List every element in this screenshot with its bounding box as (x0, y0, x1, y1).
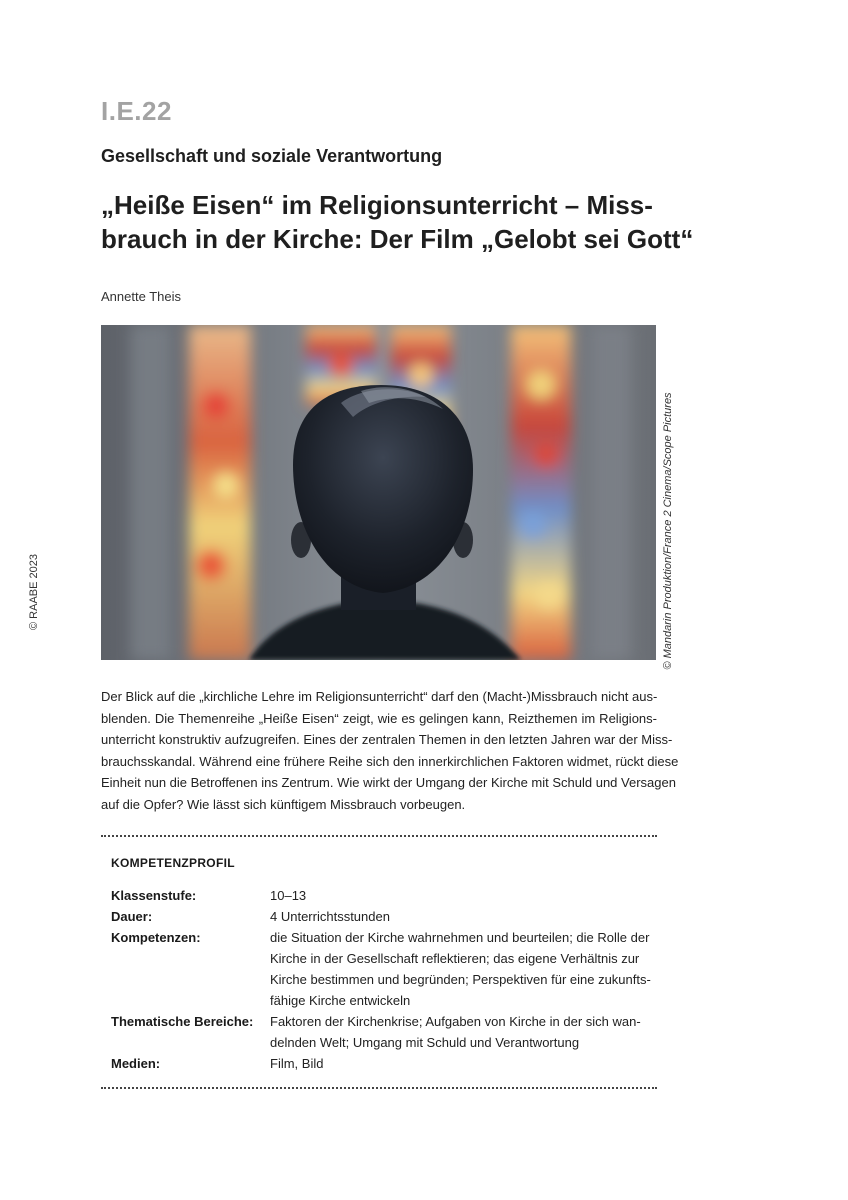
cover-photo (101, 325, 656, 660)
profile-row-thematische-bereiche (111, 1011, 656, 1053)
intro-line: auf die Opfer? Wie lässt sich künftigem Missbrauch vorbeugen. (101, 796, 466, 812)
profile-value-line: Kirche bestimmen und begründen; Perspektiven für eine zukunfts- (270, 972, 651, 987)
title-line: brauch in der Kirche: Der Film „Gelobt sei Gott“ (101, 224, 694, 254)
profile-label: Klassenstufe: (111, 888, 197, 903)
intro-line: brauchsskandal. Während eine frühere Reihe sich den innerkirchlichen Faktoren widmet, rückt diese (101, 753, 679, 769)
unit-code: I.E.22 (101, 96, 172, 126)
intro-line: Der Blick auf die „kirchliche Lehre im Religionsunterricht“ darf den (Macht-)Missbrauch nicht aus- (101, 689, 658, 704)
profile-row-klassenstufe (111, 885, 656, 906)
profile-heading: KOMPETENZPROFIL (111, 856, 235, 870)
profile-label: Medien: (111, 1056, 161, 1071)
profile-value-line: Kirche in der Gesellschaft reflektieren; das eigene Verhältnis zur (270, 951, 640, 966)
profile-value-line: 10–13 (270, 888, 307, 903)
intro-line: unterricht konstruktiv aufzugreifen. Eines der zentralen Themen in den letzten Jahren war der Miss- (101, 732, 673, 747)
profile-value-line: fähige Kirche entwickeln (270, 993, 411, 1008)
profile-value-line: 4 Unterrichtsstunden (270, 909, 390, 924)
photo-credit: © Mandarin Produktion/France 2 Cinema/Scope Pictures (662, 392, 674, 670)
profile-label: Thematische Bereiche: (111, 1014, 254, 1029)
divider-top (101, 835, 657, 837)
intro-line: blenden. Die Themenreihe „Heiße Eisen“ zeigt, wie es gelingen kann, Reizthemen im Religions- (101, 710, 657, 726)
profile-value-line: die Situation der Kirche wahrnehmen und beurteilen; die Rolle der (270, 930, 650, 945)
photo-illustration (101, 325, 656, 660)
series-title: Gesellschaft und soziale Verantwortung (101, 146, 443, 166)
profile-value-line: Faktoren der Kirchenkrise; Aufgaben von Kirche in der sich wan- (270, 1014, 641, 1029)
title-line: „Heiße Eisen“ im Religionsunterricht – Miss- (101, 190, 653, 220)
profile-value (270, 1011, 656, 1053)
profile-value-line: delnden Welt; Umgang mit Schuld und Verantwortung (270, 1035, 580, 1050)
profile-value (270, 885, 656, 906)
competence-profile (111, 885, 656, 1074)
profile-value-line: Film, Bild (270, 1056, 324, 1071)
publisher-copyright: © RAABE 2023 (28, 554, 40, 630)
page-title (101, 188, 694, 256)
profile-value (270, 927, 656, 1011)
profile-value (270, 906, 656, 927)
profile-value (270, 1053, 656, 1074)
profile-row-dauer (111, 906, 656, 927)
divider-bottom (101, 1087, 657, 1089)
author-name: Annette Theis (101, 289, 181, 304)
intro-line: Einheit nun die Betroffenen ins Zentrum. Wie wirkt der Umgang der Kirche mit Schuld und Versagen (101, 775, 676, 790)
profile-row-kompetenzen (111, 927, 656, 1011)
profile-label: Kompetenzen: (111, 930, 201, 945)
profile-label: Dauer: (111, 909, 153, 924)
intro-paragraph (101, 686, 679, 815)
profile-row-medien (111, 1053, 656, 1074)
